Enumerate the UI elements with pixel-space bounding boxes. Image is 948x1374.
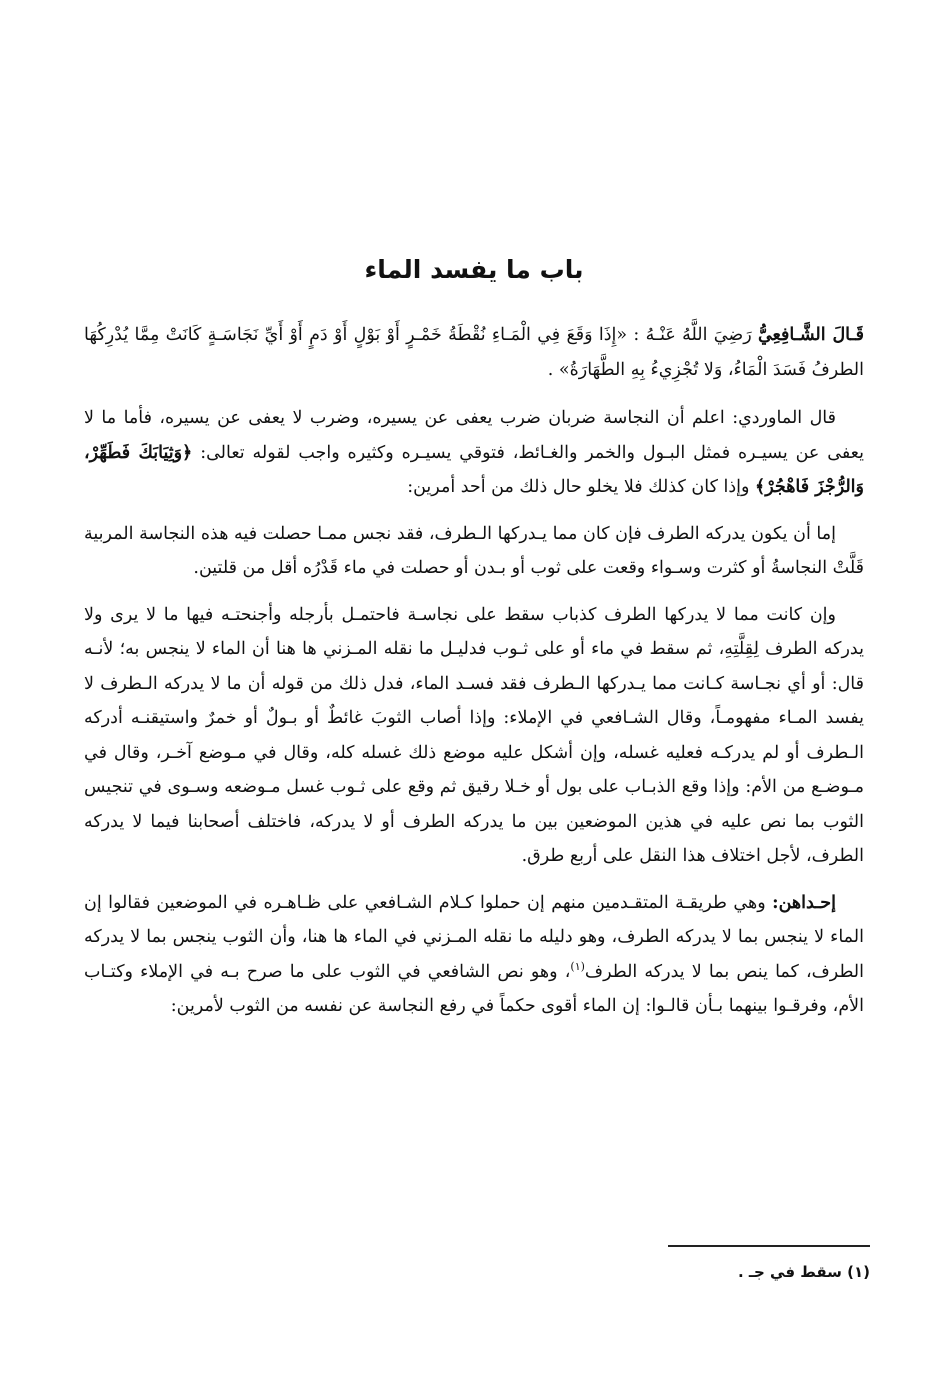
paragraph-first-method <box>84 886 864 1024</box>
footnote-divider <box>668 1245 870 1247</box>
mawardi-text-before: قال الماوردي: اعلم أن النجاسة ضربان ضرب يعفى عن يسيره، وضرب لا يعفى عن يسيره، فأما ما لا يعفى عن يسيـره فمثل البـول والخمر والغـائط، فتوقي يسيـره وكثيره واجب لقوله تعالى: <box>84 408 864 463</box>
footnote-number: (١) <box>847 1263 870 1281</box>
quran-verse: ﴿وَثِيَابَكَ فَطَهِّرْ، وَالرُّجْزَ فَاهْجُرْ﴾ <box>84 442 864 497</box>
first-method-lead: إحـداهن: <box>772 892 836 913</box>
footnote <box>470 1260 870 1284</box>
first-method-text-before: وهي طريقـة المتقـدمين منهم إن حملوا كـلام الشـافعي على ظـاهـره في الموضعين فقالوا إن الماء لا ينجس بما لا يدركه الطرف، وهو دليله ما نقله المـزني في الماء ها هنا، وأن الثوب ينجس بما لا يدركه الطرف، كما ينص بما لا يدركه الطرف <box>84 892 864 982</box>
paragraph-mawardi <box>84 401 864 505</box>
footnote-text: سقط في جـ . <box>737 1263 842 1281</box>
body-text <box>84 318 864 1036</box>
imam-statement-text: رَضِيَ اللَّهُ عَنْـهُ : «إِذَا وَقَعَ فِي الْمَـاءِ نُقْطَةُ خَمْـرٍ أَوْ بَوْلٍ أَوْ دَمٍ أَوْ أَيِّ نَجَاسَـةٍ كَانَتْ مِمَّا يُدْرِكُهَا الطرفُ فَسَدَ الْمَاءُ، وَلا تُجْزِيءُ بِهِ الطَّهَارَةُ» . <box>84 325 864 380</box>
mawardi-text-after: وإذا كان كذلك فلا يخلو حال ذلك من أحد أمرين: <box>407 477 755 497</box>
speaker-name: قَـالَ الشَّـافِعِيُّ <box>757 325 864 345</box>
paragraph-invisible-impurity: وإن كانت مما لا يدركها الطرف كذباب سقط على نجاسـة فاحتمـل بأرجله وأجنحتـه فيها ما لا يرى ولا يدركه الطرف لِقِلَّتِهِ، ثم سقط في ماء أو على ثـوب فدليـل ما نقله المـزني ها هنا أن الماء لا ينجس به؛ لأنـه قال: أو أي نجـاسة كـانت مما يـدركها الـطرف فقد فسـد الماء، فدل ذلك من قوله أن ما لا يدركه الـطرف لا يفسد المـاء مفهومـاً، وقال الشـافعي في الإملاء: وإذا أصاب الثوبَ غائطٌ أو بـولٌ أو خمرٌ واستيقنـه أدركه الـطرف أو لم يدركـه فعليه غسله، وإن أشكل عليه موضع ذلك غسله كله، وقال في مـوضع آخـر، وقال في مـوضـع من الأم: وإذا وقع الذبـاب على بول أو خـلا رقيق ثم وقع على ثـوب غسل مـوضعه وسـوى في تنجيس الثوب بما نص عليه في هذين الموضعين بين ما يدركه الطرف أو لا يدركه، فاختلف أصحابنا فيما لا يدركه الطرف، لأجل اختلاف هذا النقل على أربع طرق. <box>84 604 864 866</box>
paragraph-visible-impurity: إما أن يكون يدركه الطرف فإن كان مما يـدركها الـطرف، فقد نجس ممـا حصلت فيه هذه النجاسة المربية قَلَّتْ النجاسةُ أو كثرت وسـواء وقعت على ثوب أو بـدن أو حصلت في ماء قَدْرُه أقل من قلتين. <box>84 523 864 578</box>
paragraph-imam-statement <box>84 318 864 387</box>
chapter-title: باب ما يفسد الماء <box>364 255 584 284</box>
first-method-text-after: ، وهو نص الشافعي في الثوب على ما صرح بـه في الإملاء وكتـاب الأم، وفرقـوا بينهما بـأن قالـوا: إن الماء أقوى حكماً في رفع النجاسة عن نفسه من الثوب لأمرين: <box>84 961 864 1016</box>
footnote-reference[interactable]: (١) <box>570 959 585 973</box>
